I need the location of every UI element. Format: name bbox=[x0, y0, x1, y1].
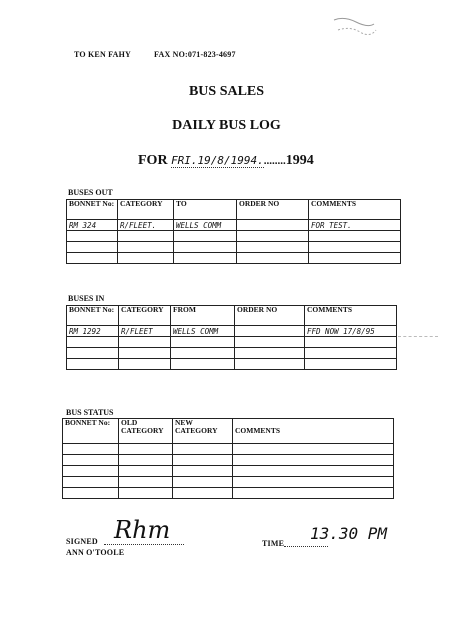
col-header: ORDER NO bbox=[237, 200, 309, 220]
col-header: OLD CATEGORY bbox=[119, 419, 173, 444]
col-header: NEW CATEGORY bbox=[173, 419, 233, 444]
table-cell: R/FLEET bbox=[119, 326, 171, 337]
table-cell: RM 324 bbox=[67, 220, 118, 231]
section-buses-out: BUSES OUT bbox=[68, 188, 113, 197]
signed-name: ANN O'TOOLE bbox=[66, 548, 125, 557]
table-cell: RM 1292 bbox=[67, 326, 119, 337]
table-row bbox=[67, 326, 397, 337]
buses-in-header-row bbox=[67, 306, 397, 326]
signature-line bbox=[104, 544, 184, 545]
col-header: COMMENTS bbox=[305, 306, 397, 326]
col-header: COMMENTS bbox=[309, 200, 401, 220]
for-dots: ........ bbox=[263, 155, 286, 167]
buses-out-header-row bbox=[67, 200, 401, 220]
buses-in-table bbox=[66, 305, 397, 370]
signature: Rhm bbox=[114, 516, 171, 544]
col-header: BONNET No: bbox=[67, 306, 119, 326]
table-cell bbox=[237, 220, 309, 231]
table-row bbox=[67, 220, 401, 231]
time-value: 13.30 PM bbox=[310, 524, 388, 543]
for-year: 1994 bbox=[285, 153, 314, 168]
table-row bbox=[67, 359, 397, 370]
col-header: CATEGORY bbox=[118, 200, 174, 220]
table-row bbox=[67, 242, 401, 253]
table-row bbox=[63, 466, 394, 477]
col-header: ORDER NO bbox=[235, 306, 305, 326]
section-bus-status: BUS STATUS bbox=[66, 408, 114, 417]
table-cell: R/FLEET. bbox=[118, 220, 174, 231]
bus-status-table bbox=[62, 418, 394, 499]
time-label: TIME bbox=[262, 539, 285, 548]
table-row bbox=[67, 231, 401, 242]
table-row bbox=[63, 444, 394, 455]
table-cell bbox=[235, 326, 305, 337]
table-row bbox=[67, 253, 401, 264]
title-daily-bus-log: DAILY BUS LOG bbox=[172, 118, 281, 133]
table-cell: WELLS COMM bbox=[174, 220, 237, 231]
table-cell: FFD NOW 17/8/95 bbox=[305, 326, 397, 337]
col-header: TO bbox=[174, 200, 237, 220]
fax-noise-dashes bbox=[398, 336, 438, 337]
table-row bbox=[67, 337, 397, 348]
to-recipient: TO KEN FAHY bbox=[74, 50, 132, 59]
for-label: FOR bbox=[138, 153, 168, 168]
bus-status-header-row bbox=[63, 419, 394, 444]
col-header: CATEGORY bbox=[119, 306, 171, 326]
col-header: COMMENTS bbox=[233, 419, 394, 444]
col-header: BONNET No: bbox=[63, 419, 119, 444]
fax-number: FAX NO:071-823-4697 bbox=[154, 50, 236, 59]
col-header: FROM bbox=[171, 306, 235, 326]
title-bus-sales: BUS SALES bbox=[188, 84, 265, 99]
for-date-handwritten: FRI.19/8/1994. bbox=[171, 154, 264, 167]
buses-out-table bbox=[66, 199, 401, 264]
table-row bbox=[63, 488, 394, 499]
table-cell: FOR TEST. bbox=[309, 220, 401, 231]
section-buses-in: BUSES IN bbox=[68, 294, 105, 303]
for-date-line bbox=[138, 153, 314, 169]
signed-label: SIGNED bbox=[66, 537, 98, 546]
table-row bbox=[67, 348, 397, 359]
table-row bbox=[63, 477, 394, 488]
fax-stamp-mark bbox=[330, 14, 378, 38]
table-cell: WELLS COMM bbox=[171, 326, 235, 337]
col-header: BONNET No: bbox=[67, 200, 118, 220]
time-line bbox=[284, 546, 328, 547]
table-row bbox=[63, 455, 394, 466]
